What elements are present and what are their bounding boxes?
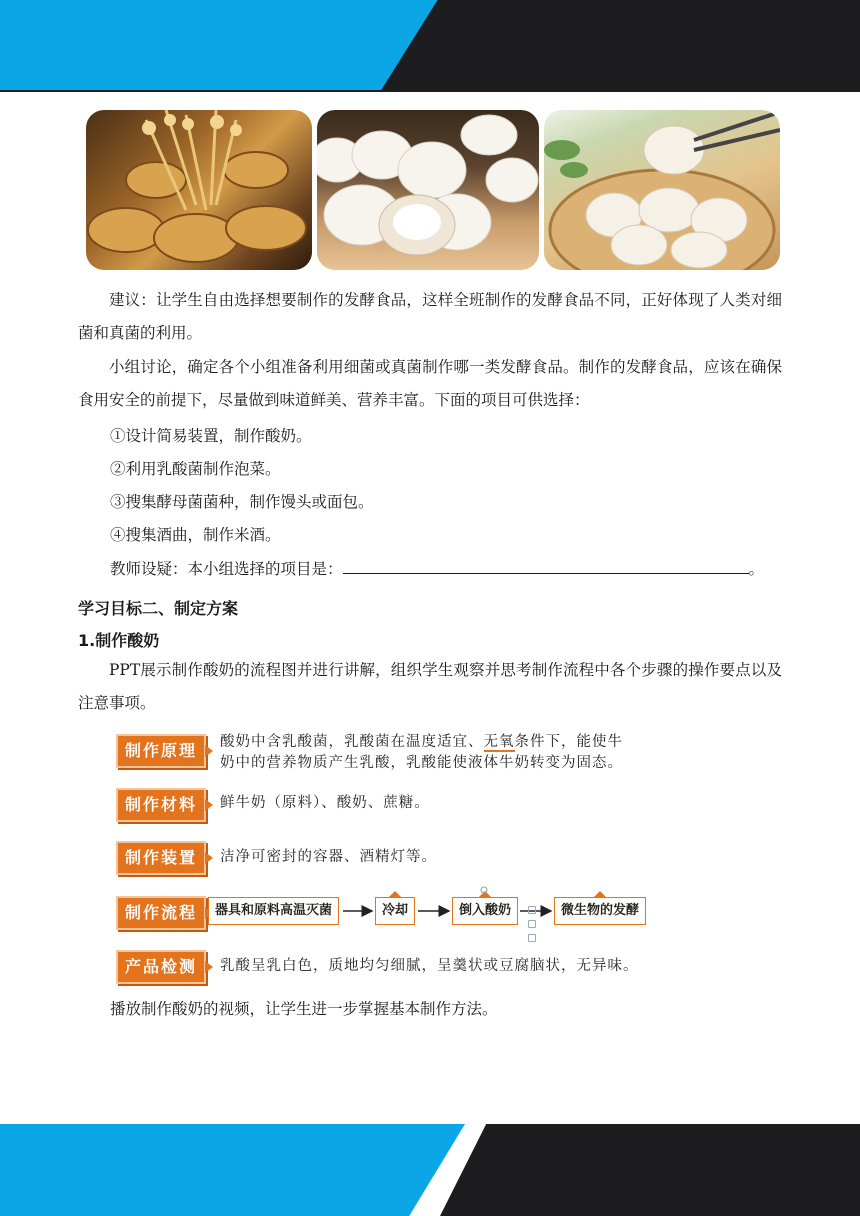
teacher-question-end: 。 [748, 560, 765, 578]
footer-blue-shape [0, 1124, 465, 1216]
option-2: ②利用乳酸菌制作泡菜。 [110, 460, 281, 478]
teacher-question [110, 553, 764, 586]
principle-text-a: 酸奶中含乳酸菌，乳酸菌在温度适宜、 [220, 734, 484, 750]
process-step-1: 器具和原料高温灭菌 [208, 897, 339, 925]
section-heading: 学习目标二、制定方案 [78, 599, 239, 618]
principle-text-line-2: 奶中的营养物质产生乳酸，乳酸能使液体牛奶转变为固态。 [220, 755, 623, 771]
teacher-question-text: 教师设疑：本小组选择的项目是： [110, 560, 343, 578]
materials-label: 制作材料 [116, 788, 206, 822]
principle-keyword: 无氧 [483, 734, 515, 750]
principle-text-c: 条件下，能使牛 [514, 734, 623, 750]
footer-dark-shape [440, 1124, 860, 1216]
header-band [0, 0, 860, 92]
toolbar-icon-1[interactable] [528, 906, 536, 914]
principle-label: 制作原理 [116, 734, 206, 768]
principle-text-line-1 [220, 731, 623, 753]
closing-paragraph: 播放制作酸奶的视频，让学生进一步掌握基本制作方法。 [110, 1000, 498, 1018]
buns-illustration [317, 110, 539, 270]
baozi-illustration [544, 110, 780, 270]
option-4: ④搜集酒曲，制作米酒。 [110, 526, 281, 544]
answer-blank [343, 555, 749, 574]
process-step-2: 冷却 [375, 897, 415, 925]
device-text: 洁净可密封的容器、酒精灯等。 [220, 849, 437, 865]
process-label: 制作流程 [116, 896, 206, 930]
process-step-3: 倒入酸奶 [452, 897, 518, 925]
editor-mini-toolbar[interactable] [526, 900, 536, 948]
toolbar-icon-2[interactable] [528, 920, 536, 928]
ppt-intro-paragraph: PPT展示制作酸奶的流程图并进行讲解，组织学生观察并思考制作流程中各个步骤的操作要点以及注意事项。 [78, 661, 782, 712]
footer-band [0, 1124, 860, 1216]
option-3: ③搜集酵母菌菌种，制作馒头或面包。 [110, 493, 374, 511]
test-text: 乳酸呈乳白色，质地均匀细腻，呈羹状或豆腐脑状，无异味。 [220, 958, 639, 974]
suggestion-paragraph: 建议：让学生自由选择想要制作的发酵食品，这样全班制作的发酵食品不同，正好体现了人类对细菌和真菌的利用。 [78, 291, 782, 342]
device-label: 制作装置 [116, 841, 206, 875]
baozi-steamer-photo [544, 110, 780, 270]
sub-heading: 1.制作酸奶 [78, 631, 160, 650]
header-rule [0, 90, 860, 92]
test-label: 产品检测 [116, 950, 206, 984]
bread-illustration [86, 110, 312, 270]
process-step-4: 微生物的发酵 [554, 897, 646, 925]
discussion-paragraph: 小组讨论，确定各个小组准备利用细菌或真菌制作哪一类发酵食品。制作的发酵食品，应该在确保食用安全的前提下，尽量做到味道鲜美、营养丰富。下面的项目可供选择： [78, 358, 782, 409]
photo-strip [86, 110, 780, 270]
bread-wheat-photo [86, 110, 312, 270]
header-dark-shape [380, 0, 860, 92]
materials-text: 鲜牛奶（原料）、酸奶、蔗糖。 [220, 795, 430, 811]
header-blue-shape [0, 0, 440, 92]
option-1: ①设计简易装置，制作酸奶。 [110, 427, 312, 445]
toolbar-icon-3[interactable] [528, 934, 536, 942]
steamed-buns-photo [317, 110, 539, 270]
